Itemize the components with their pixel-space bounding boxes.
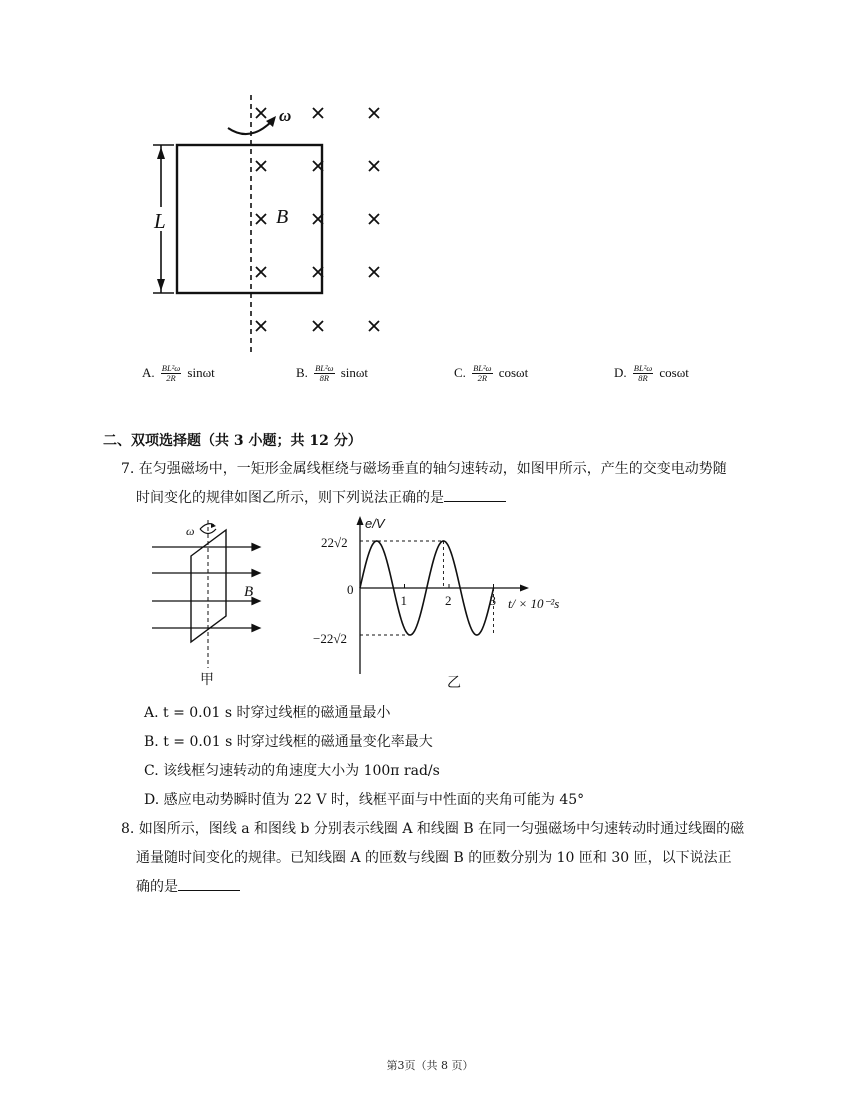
q8-stem-line2: 通量随时间变化的规律。已知线圈 A 的匝数与线圈 B 的匝数分别为 10 匝和 30 匝，以下说法正 (136, 850, 732, 866)
y-axis-label: e/V (365, 516, 385, 531)
q8-stem-line3: 确的是 (136, 876, 240, 897)
figure-yi-chart (303, 512, 593, 692)
function-text: sinωt (340, 365, 369, 380)
omega-label: ω (279, 106, 292, 125)
q6-option-a[interactable] (142, 363, 215, 384)
y-min-label: −22√2 (313, 631, 347, 646)
figure-loop-in-field (140, 95, 400, 360)
x-axis-label: t/ × 10⁻²s (508, 596, 560, 611)
length-label: L (154, 209, 166, 233)
x-tick-label: 2 (445, 593, 452, 608)
q7-option-b[interactable]: B. t = 0.01 s 时穿过线框的磁通量变化率最大 (144, 734, 433, 750)
field-cross (369, 214, 379, 224)
field-cross (369, 321, 379, 331)
q7-option-d[interactable]: D. 感应电动势瞬时值为 22 V 时，线框平面与中性面的夹角可能为 45° (144, 792, 585, 808)
rotation-arrow (228, 121, 272, 134)
loop-frame (177, 145, 322, 293)
field-cross (369, 267, 379, 277)
field-cross (369, 161, 379, 171)
q7-stem-line1: 7. 在匀强磁场中，一矩形金属线框绕与磁场垂直的轴匀速转动，如图甲所示，产生的交变电动势随 (121, 461, 727, 477)
field-cross (369, 108, 379, 118)
fraction: $\frac{\text{BL²ω}}{2R}$ (161, 363, 181, 383)
field-label: B (276, 206, 289, 228)
field-cross (256, 321, 266, 331)
figure-caption: 乙 (447, 675, 461, 691)
option-label: D. (614, 365, 627, 380)
answer-blank[interactable] (444, 487, 506, 502)
answer-blank[interactable] (178, 876, 240, 891)
q7-option-c[interactable]: C. 该线框匀速转动的角速度大小为 100π rad/s (144, 763, 440, 779)
q6-option-c[interactable] (454, 363, 528, 384)
q6-option-b[interactable] (296, 363, 368, 384)
field-cross (313, 108, 323, 118)
figure-caption: 甲 (200, 672, 214, 688)
q7-stem-line2: 时间变化的规律如图乙所示，则下列说法正确的是 (136, 487, 506, 508)
q8-stem-line1: 8. 如图所示，图线 a 和图线 b 分别表示线圈 A 和线圈 B 在同一匀强磁场中匀速转动时通过线圈的磁 (121, 821, 745, 837)
x-tick-label: 1 (400, 593, 407, 608)
section-heading: 二、双项选择题（共 3 小题；共 12 分） (103, 433, 362, 449)
page-footer: 第3页（共 8 页） (386, 1059, 474, 1072)
fraction: $\frac{\text{BL²ω}}{8R}$ (315, 363, 334, 383)
field-cross (256, 267, 266, 277)
field-label: B (244, 584, 254, 600)
field-cross (313, 321, 323, 331)
x-tick-label: 3 (489, 593, 496, 608)
function-text: sinωt (187, 365, 215, 380)
y-max-label: 22√2 (321, 535, 348, 550)
field-cross (256, 214, 266, 224)
field-crosses (256, 108, 379, 331)
function-text: cosωt (659, 365, 689, 380)
function-text: cosωt (498, 365, 529, 380)
field-cross (256, 108, 266, 118)
fraction: $\frac{\text{BL²ω}}{8R}$ (633, 363, 653, 383)
figure-jia (148, 516, 268, 691)
option-label: C. (454, 365, 466, 380)
q7-option-a[interactable]: A. t = 0.01 s 时穿过线框的磁通量最小 (144, 705, 391, 721)
fraction: $\frac{\text{BL²ω}}{2R}$ (473, 363, 492, 383)
omega-label: ω (186, 524, 195, 538)
option-label: A. (142, 365, 155, 380)
q6-option-d[interactable] (614, 363, 689, 384)
option-label: B. (296, 365, 308, 380)
field-cross (256, 161, 266, 171)
origin-label: 0 (347, 582, 354, 597)
